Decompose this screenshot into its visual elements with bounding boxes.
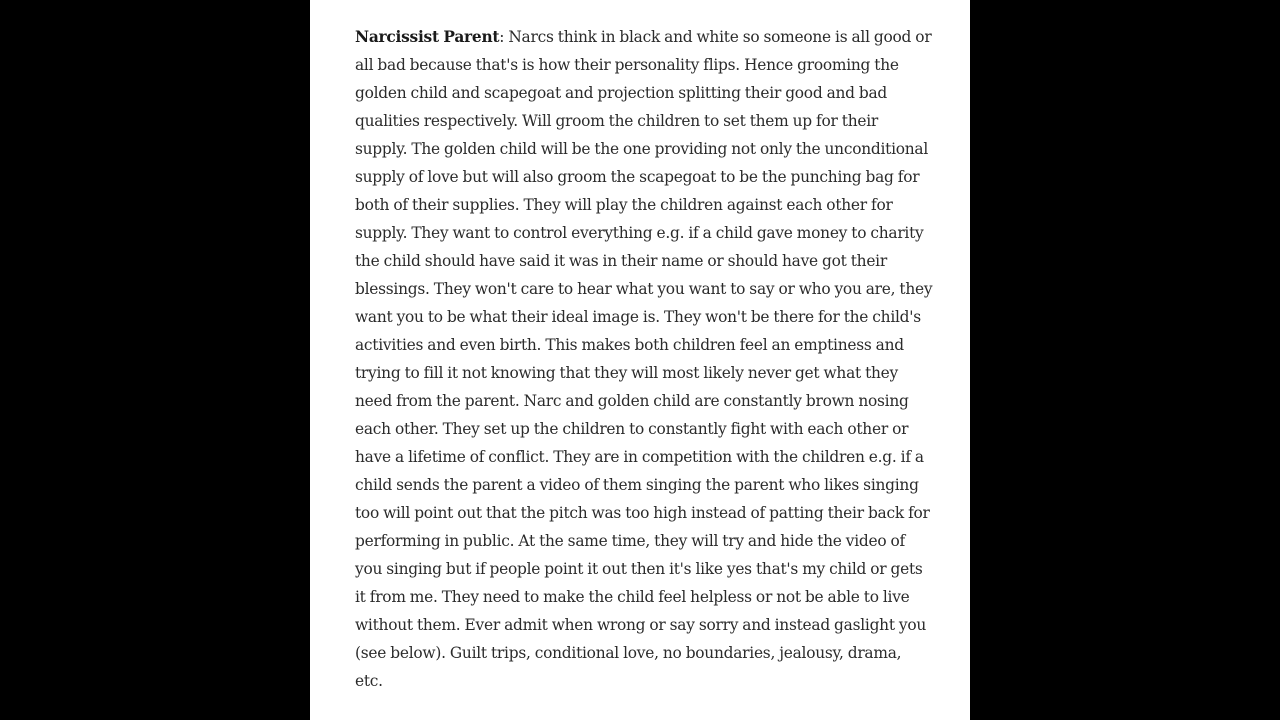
- paragraph-body: Narcs think in black and white so someone is all good or all bad because that's is how their personality flips. Hence grooming the golden child and scapegoat and projection splitting their good and bad qualities respectively. Will groom the children to set them up for their supply. The golden child will be the one providing not only the unconditional supply of love but will also groom the scapegoat to be the punching bag for both of their supplies. They will play the children against each other for supply. They want to control everything e.g. if a child gave money to charity the child should have said it was in their name or should have got their blessings. They won't care to hear what you want to say or who you are, they want you to be what their ideal image is. They won't be there for the child's activities and even birth. This makes both children feel an emptiness and trying to fill it not knowing that they will most likely never get what they need from the parent. Narc and golden child are constantly brown nosing each other. They set up the children to constantly fight with each other or have a lifetime of conflict. They are in competition with the children e.g. if a child sends the parent a video of them singing the parent who likes singing too will point out that the pitch was too high instead of patting their back for performing in public. At the same time, they will try and hide the video of you singing but if people point it out then it's like yes that's my child or gets it from me. They need to make the child feel helpless or not be able to live without them. Ever admit when wrong or say sorry and instead gaslight you (see below). Guilt trips, conditional love, no boundaries, jealousy, drama, etc.: [355, 28, 933, 690]
- article-paragraph: [355, 23, 933, 695]
- term-heading: Narcissist Parent: [355, 28, 500, 46]
- document-page: [310, 0, 970, 720]
- term-separator: :: [499, 28, 509, 46]
